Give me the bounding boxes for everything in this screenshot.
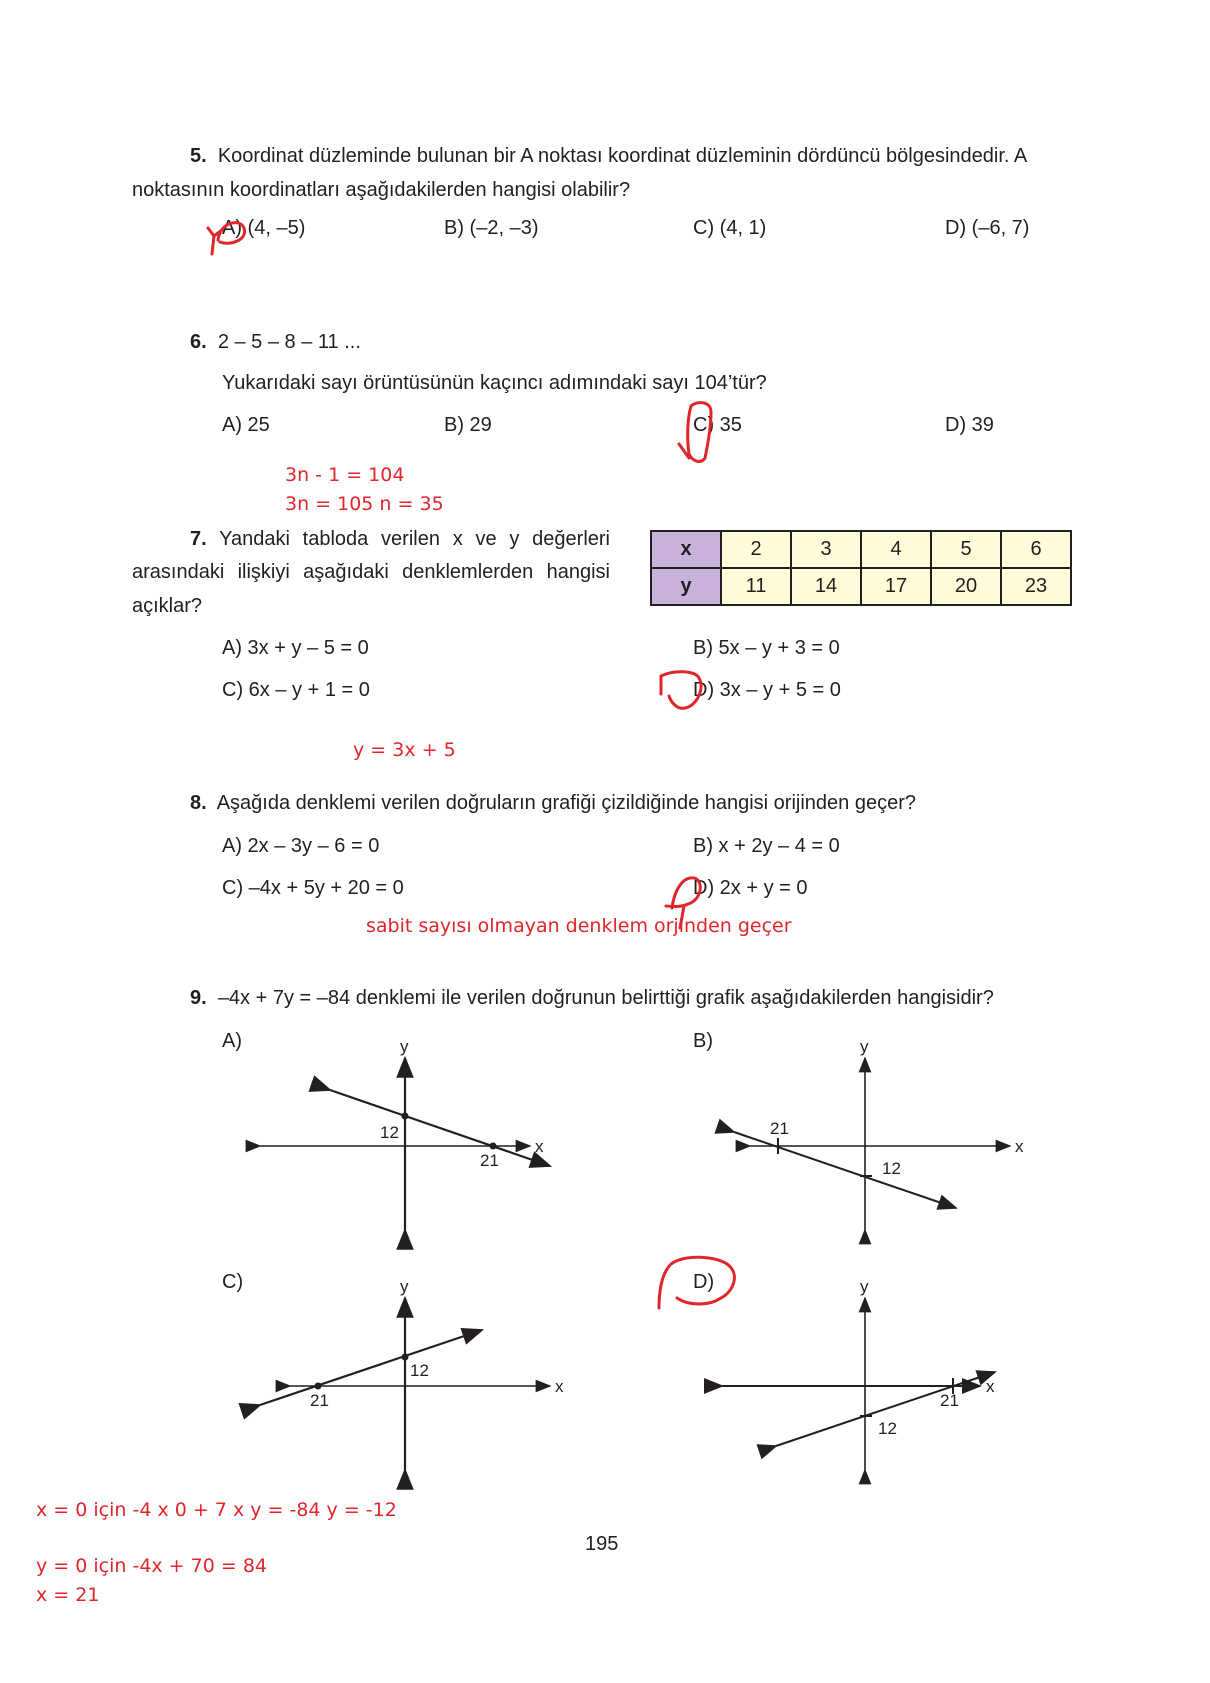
q5-line1 bbox=[190, 146, 1027, 166]
q9-graph-a bbox=[250, 1030, 570, 1240]
axis-y-label: y bbox=[400, 1277, 409, 1296]
q6-handwritten-line1: 3n - 1 = 104 bbox=[285, 464, 405, 486]
q6-sequence: 2 – 5 – 8 – 11 ... bbox=[217, 331, 361, 353]
axis-x-label: x bbox=[986, 1377, 995, 1396]
table-header-y: y bbox=[651, 568, 721, 605]
q9-line bbox=[190, 988, 994, 1008]
q8-option-c[interactable]: C) –4x + 5y + 20 = 0 bbox=[222, 877, 404, 899]
q8-option-d[interactable]: D) 2x + y = 0 bbox=[693, 877, 808, 899]
q9-graph-c bbox=[250, 1270, 570, 1480]
q9-handwritten-line2: y = 0 için -4x + 70 = 84 bbox=[36, 1555, 267, 1577]
q7-option-a[interactable]: A) 3x + y – 5 = 0 bbox=[222, 637, 369, 659]
q8-text: Aşağıda denklemi verilen doğruların grafiği çizildiğinde hangisi orijinden geçer? bbox=[216, 792, 916, 814]
label-21: 21 bbox=[940, 1391, 959, 1410]
q7-number: 7. bbox=[190, 528, 207, 550]
q6-option-b[interactable]: B) 29 bbox=[444, 414, 492, 436]
axis-y-label: y bbox=[860, 1277, 869, 1296]
table-header-x: x bbox=[651, 531, 721, 568]
q5-number: 5. bbox=[190, 145, 207, 167]
q6-handwritten-line2: 3n = 105 n = 35 bbox=[285, 493, 444, 515]
table-cell: 4 bbox=[861, 531, 931, 568]
q7-xy-table bbox=[650, 530, 1072, 606]
table-cell: 14 bbox=[791, 568, 861, 605]
axis-x-label: x bbox=[1015, 1137, 1024, 1156]
axis-x-label: x bbox=[535, 1137, 544, 1156]
q5-text-line1: Koordinat düzleminde bulunan bir A noktası koordinat düzleminin dördüncü bölgesindedir. A bbox=[217, 145, 1028, 167]
q9-option-d[interactable]: D) bbox=[693, 1271, 715, 1293]
q8-number: 8. bbox=[190, 792, 207, 814]
label-21: 21 bbox=[770, 1119, 789, 1138]
table-cell: 20 bbox=[931, 568, 1001, 605]
q9-handwritten-line3: x = 21 bbox=[36, 1584, 100, 1606]
label-21: 21 bbox=[480, 1151, 499, 1170]
table-row-x bbox=[651, 531, 1071, 568]
table-cell: 6 bbox=[1001, 531, 1071, 568]
q9-text: –4x + 7y = –84 denklemi ile verilen doğrunun belirttiği grafik aşağıdakilerden hangisidir? bbox=[217, 987, 994, 1009]
q5-option-b[interactable]: B) (–2, –3) bbox=[444, 217, 539, 239]
q8-line bbox=[190, 793, 916, 813]
table-cell: 23 bbox=[1001, 568, 1071, 605]
q5-text-line2: noktasının koordinatları aşağıdakilerden hangisi olabilir? bbox=[132, 179, 631, 201]
q6-option-a[interactable]: A) 25 bbox=[222, 414, 270, 436]
axis-y-label: y bbox=[400, 1037, 409, 1056]
axis-y-label: y bbox=[860, 1037, 869, 1056]
q9-graph-b bbox=[710, 1030, 1030, 1240]
q6-text: Yukarıdaki sayı örüntüsünün kaçıncı adımındaki sayı 104’tür? bbox=[222, 372, 767, 394]
label-12: 12 bbox=[878, 1419, 897, 1438]
q8-handwritten: sabit sayısı olmayan denklem orjinden geçer bbox=[366, 915, 792, 937]
q7-handwritten: y = 3x + 5 bbox=[353, 739, 456, 761]
q9-handwritten-line1: x = 0 için -4 x 0 + 7 x y = -84 y = -12 bbox=[36, 1499, 397, 1521]
table-cell: 17 bbox=[861, 568, 931, 605]
q6-number: 6. bbox=[190, 331, 207, 353]
label-12: 12 bbox=[882, 1159, 901, 1178]
q8-option-b[interactable]: B) x + 2y – 4 = 0 bbox=[693, 835, 840, 857]
q9-graph-d bbox=[710, 1270, 1030, 1480]
table-row-y bbox=[651, 568, 1071, 605]
q7-text-line3: açıklar? bbox=[132, 595, 203, 617]
q7-option-b[interactable]: B) 5x – y + 3 = 0 bbox=[693, 637, 840, 659]
axis-x-label: x bbox=[555, 1377, 564, 1396]
q9-option-c[interactable]: C) bbox=[222, 1271, 244, 1293]
table-cell: 3 bbox=[791, 531, 861, 568]
q8-option-a[interactable]: A) 2x – 3y – 6 = 0 bbox=[222, 835, 380, 857]
q9-option-a[interactable]: A) bbox=[222, 1030, 242, 1052]
table-cell: 11 bbox=[721, 568, 791, 605]
q7-option-d[interactable]: D) 3x – y + 5 = 0 bbox=[693, 679, 841, 701]
q5-option-d[interactable]: D) (–6, 7) bbox=[945, 217, 1030, 239]
q7-option-c[interactable]: C) 6x – y + 1 = 0 bbox=[222, 679, 370, 701]
q7-text-line2: arasındaki ilişkiyi aşağıdaki denklemlerden hangisi bbox=[132, 561, 610, 583]
q6-line bbox=[190, 332, 361, 352]
label-12: 12 bbox=[380, 1123, 399, 1142]
label-12: 12 bbox=[410, 1361, 429, 1380]
page-number: 195 bbox=[585, 1533, 619, 1555]
q9-number: 9. bbox=[190, 987, 207, 1009]
q5-option-c[interactable]: C) (4, 1) bbox=[693, 217, 767, 239]
q5-option-a[interactable]: A) (4, –5) bbox=[222, 217, 306, 239]
q7-text-line1: 7. Yandaki tabloda verilen x ve y değerleri bbox=[190, 528, 611, 550]
label-21: 21 bbox=[310, 1391, 329, 1410]
table-cell: 5 bbox=[931, 531, 1001, 568]
table-cell: 2 bbox=[721, 531, 791, 568]
q6-option-d[interactable]: D) 39 bbox=[945, 414, 994, 436]
q6-option-c[interactable]: C) 35 bbox=[693, 414, 742, 436]
q9-option-b[interactable]: B) bbox=[693, 1030, 713, 1052]
